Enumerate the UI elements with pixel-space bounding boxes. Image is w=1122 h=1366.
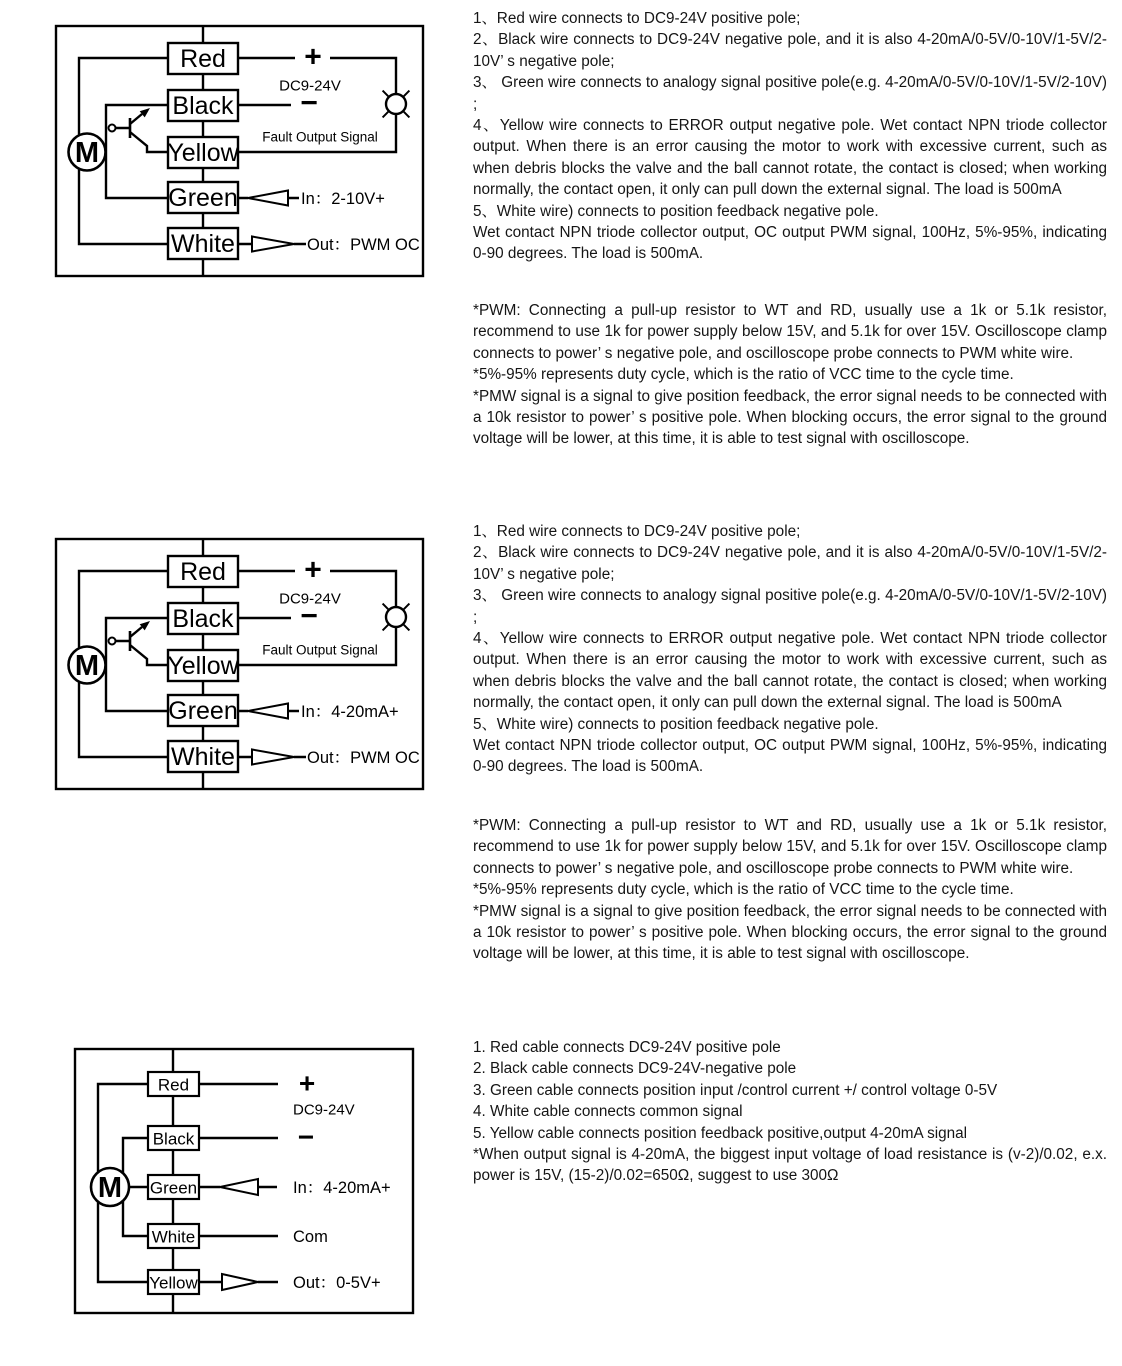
note-line: 1、Red wire connects to DC9-24V positive pole; xyxy=(473,10,801,27)
note-line: 5、White wire) connects to position feedback negative pole. xyxy=(473,715,879,733)
minus-sign: − xyxy=(297,1121,315,1153)
wire-label-black: Black xyxy=(172,92,234,120)
notes-column xyxy=(473,0,1107,1366)
plus-sign: + xyxy=(298,1067,316,1099)
note-line: *PWM: Connecting a pull-up resistor to WT and RD, usually use a 1k or 5.1k resistor, recommend to use 1k for power supply below 15V, and 5.1k for over 15V. Oscilloscope clamp connects to power’ s negative pole, and oscilloscope probe connects to PWM white wire. xyxy=(473,817,1107,877)
input-arrow-icon xyxy=(248,704,288,719)
wire-label-white: White xyxy=(171,230,235,258)
wire-label-red: Red xyxy=(180,558,226,586)
wiring-diagram-voltage-input xyxy=(0,0,470,300)
motor-icon xyxy=(69,134,106,171)
note-line: 3. Green cable connects position input /control current +/ control voltage 0-5V xyxy=(473,1081,998,1099)
note-line: 4、Yellow wire connects to ERROR output negative pole. Wet contact NPN triode collector output. When there is an error causing the motor to work with excessive current, such as when debris blocks the valve and the ball cannot rotate, the contact is closed; when working normally, the contact open, it only can pull down the external signal. The load is 500mA xyxy=(473,630,1107,712)
common-signal-label: Com xyxy=(293,1228,328,1246)
wire-label-red: Red xyxy=(157,1075,190,1095)
wire-label-green: Green xyxy=(168,184,238,212)
note-line: 4、Yellow wire connects to ERROR output negative pole. Wet contact NPN triode collector output. When there is an error causing the motor to work with excessive current, such as when debris blocks the valve and the ball cannot rotate, the contact is closed; when working normally, the contact open, it only can pull down the external signal. The load is 500mA xyxy=(473,117,1107,199)
motor-icon xyxy=(91,1168,129,1206)
note-line: *PMW signal is a signal to give position feedback, the error signal needs to be connected with a 10k resistor to power’ s positive pole. When blocking occurs, the error signal to the ground voltage will be lower, at this time, it is able to test signal with oscilloscope. xyxy=(473,902,1107,963)
motor-letter: M xyxy=(97,1172,123,1204)
wire-label-green: Green xyxy=(168,697,238,725)
note-line: *5%-95% represents duty cycle, which is the ratio of VCC time to the cycle time. xyxy=(473,881,1014,899)
wire-label-red: Red xyxy=(180,45,226,73)
wiring-diagram-current-to-voltage xyxy=(0,1040,470,1332)
note-line: 1. Red cable connects DC9-24V positive pole xyxy=(473,1039,781,1056)
supply-label: DC9-24V xyxy=(279,590,341,608)
minus-sign: − xyxy=(300,86,318,120)
fault-output-label: Fault Output Signal xyxy=(262,129,378,145)
note-line: *5%-95% represents duty cycle, which is the ratio of VCC time to the cycle time. xyxy=(473,366,1014,384)
fault-output-label: Fault Output Signal xyxy=(262,642,378,658)
wire-label-green: Green xyxy=(149,1178,198,1198)
supply-label: DC9-24V xyxy=(279,77,341,95)
note-line: Wet contact NPN triode collector output, OC output PWM signal, 100Hz, 5%-95%, indicating 0-90 degrees. The load is 500mA. xyxy=(473,224,1107,263)
wiring-diagram-current-input xyxy=(0,513,470,813)
note-line: 2、Black wire connects to DC9-24V negative pole, and it is also 4-20mA/0-5V/0-10V/1-5V/2-10V’ s negative pole; xyxy=(473,31,1107,70)
npn-transistor-icon xyxy=(109,621,169,665)
note-line: 5、White wire) connects to position feedback negative pole. xyxy=(473,202,879,220)
input-signal-label: In：4-20mA+ xyxy=(293,1179,391,1197)
input-arrow-icon xyxy=(248,191,288,206)
motor-icon xyxy=(69,647,106,684)
npn-transistor-icon xyxy=(109,108,169,152)
plus-sign: + xyxy=(304,40,322,74)
fault-lamp-icon xyxy=(383,91,410,118)
note-line: *PWM: Connecting a pull-up resistor to WT and RD, usually use a 1k or 5.1k resistor, recommend to use 1k for power supply below 15V, and 5.1k for over 15V. Oscilloscope clamp connects to power’ s negative pole, and oscilloscope probe connects to PWM white wire. xyxy=(473,302,1107,362)
note-line: 2. Black cable connects DC9-24V-negative pole xyxy=(473,1060,797,1078)
notes-pwm-2 xyxy=(473,815,1107,965)
input-signal-label: In：2-10V+ xyxy=(301,190,385,208)
notes-analog-wiring-1 xyxy=(473,8,1107,265)
note-line: 3、 Green wire connects to analogy signal positive pole(e.g. 4-20mA/0-5V/0-10V/1-5V/2-10V) ; xyxy=(473,74,1107,113)
input-arrow-icon xyxy=(220,1179,258,1195)
wire-label-yellow: Yellow xyxy=(167,652,239,680)
note-line: 5. Yellow cable connects position feedback positive,output 4-20mA signal xyxy=(473,1124,968,1142)
input-signal-label: In：4-20mA+ xyxy=(301,703,399,721)
wire-label-black: Black xyxy=(172,605,234,633)
output-arrow-icon xyxy=(252,237,294,252)
notes-pwm-1 xyxy=(473,300,1107,450)
note-line: 1、Red wire connects to DC9-24V positive pole; xyxy=(473,523,801,540)
note-line: *PMW signal is a signal to give position feedback, the error signal needs to be connected with a 10k resistor to power’ s positive pole. When blocking occurs, the error signal to the ground voltage will be lower, at this time, it is able to test signal with oscilloscope. xyxy=(473,387,1107,448)
note-line: *When output signal is 4-20mA, the biggest input voltage of load resistance is (v-2)/0.02, e.x. power is 15V, (15-2)/0.02=650Ω, suggest to use 300Ω xyxy=(473,1146,1107,1185)
wire-label-yellow: Yellow xyxy=(149,1273,198,1293)
motor-letter: M xyxy=(74,137,100,169)
output-arrow-icon xyxy=(252,750,294,765)
output-signal-label: Out：0-5V+ xyxy=(293,1274,381,1292)
note-line: 3、 Green wire connects to analogy signal positive pole(e.g. 4-20mA/0-5V/0-10V/1-5V/2-10V) ; xyxy=(473,587,1107,626)
wire-label-black: Black xyxy=(152,1129,195,1149)
minus-sign: − xyxy=(300,599,318,633)
note-line: Wet contact NPN triode collector output, OC output PWM signal, 100Hz, 5%-95%, indicating 0-90 degrees. The load is 500mA. xyxy=(473,737,1107,776)
output-arrow-icon xyxy=(222,1274,258,1290)
motor-letter: M xyxy=(74,650,100,682)
plus-sign: + xyxy=(304,553,322,587)
supply-label: DC9-24V xyxy=(293,1101,355,1119)
note-line: 4. White cable connects common signal xyxy=(473,1103,743,1121)
fault-lamp-icon xyxy=(383,604,410,631)
wire-label-white: White xyxy=(171,743,235,771)
wire-label-white: White xyxy=(151,1227,196,1247)
output-signal-label: Out：PWM OC xyxy=(307,749,420,767)
notes-cable-wiring xyxy=(473,1037,1107,1187)
output-signal-label: Out：PWM OC xyxy=(307,236,420,254)
notes-analog-wiring-2 xyxy=(473,521,1107,778)
wire-label-yellow: Yellow xyxy=(167,139,239,167)
note-line: 2、Black wire connects to DC9-24V negative pole, and it is also 4-20mA/0-5V/0-10V/1-5V/2-10V’ s negative pole; xyxy=(473,544,1107,583)
